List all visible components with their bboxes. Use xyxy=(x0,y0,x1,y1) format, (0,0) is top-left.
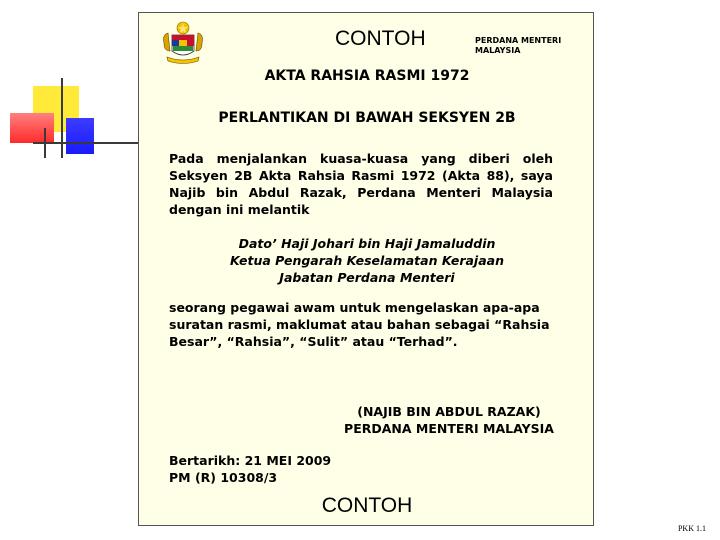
signatory-title: PERDANA MENTERI MALAYSIA xyxy=(344,421,554,436)
sample-watermark-bottom: CONTOH xyxy=(321,494,413,517)
date-reference-block xyxy=(169,452,331,486)
appointee-name: Dato’ Haji Johari bin Haji Jamaluddin xyxy=(238,236,496,251)
date-line: Bertarikh: 21 MEI 2009 xyxy=(169,453,332,468)
act-title: AKTA RAHSIA RASMI 1972 xyxy=(264,68,470,84)
decor-red-square xyxy=(10,113,54,143)
document-panel xyxy=(138,12,594,526)
decor-horizontal-line xyxy=(33,142,138,144)
decor-vertical-line-short xyxy=(44,128,46,158)
signature-block xyxy=(329,403,569,437)
sample-watermark-top: CONTOH xyxy=(335,27,426,50)
reference-number: PM (R) 10308/3 xyxy=(169,470,278,485)
appointee-department: Jabatan Perdana Menteri xyxy=(279,270,455,285)
appointment-paragraph: Pada menjalankan kuasa-kuasa yang diberi oleh Seksyen 2B Akta Rahsia Rasmi 1972 (Akta 88), saya Najib bin Abdul Razak, Perdana Menteri Malaysia dengan ini melantik xyxy=(169,151,553,217)
malaysia-coat-of-arms-icon xyxy=(161,21,205,67)
office-header-line1: PERDANA MENTERI xyxy=(475,36,562,45)
slide-footer-code: PKK 1.1 xyxy=(677,524,706,533)
appointment-title: PERLANTIKAN DI BAWAH SEKSYEN 2B xyxy=(218,110,516,126)
appointee-position: Ketua Pengarah Keselamatan Kerajaan xyxy=(230,253,504,268)
appointee-block xyxy=(139,235,595,286)
office-header xyxy=(475,36,585,56)
classification-paragraph: seorang pegawai awam untuk mengelaskan apa-apa suratan rasmi, maklumat atau bahan sebagai “Rahsia Besar”, “Rahsia”, “Sulit” atau “Terhad”. xyxy=(169,300,550,349)
decor-blue-square xyxy=(66,118,94,154)
signatory-name: (NAJIB BIN ABDUL RAZAK) xyxy=(357,404,541,419)
decor-vertical-line xyxy=(61,78,63,158)
office-header-line2: MALAYSIA xyxy=(475,46,521,55)
